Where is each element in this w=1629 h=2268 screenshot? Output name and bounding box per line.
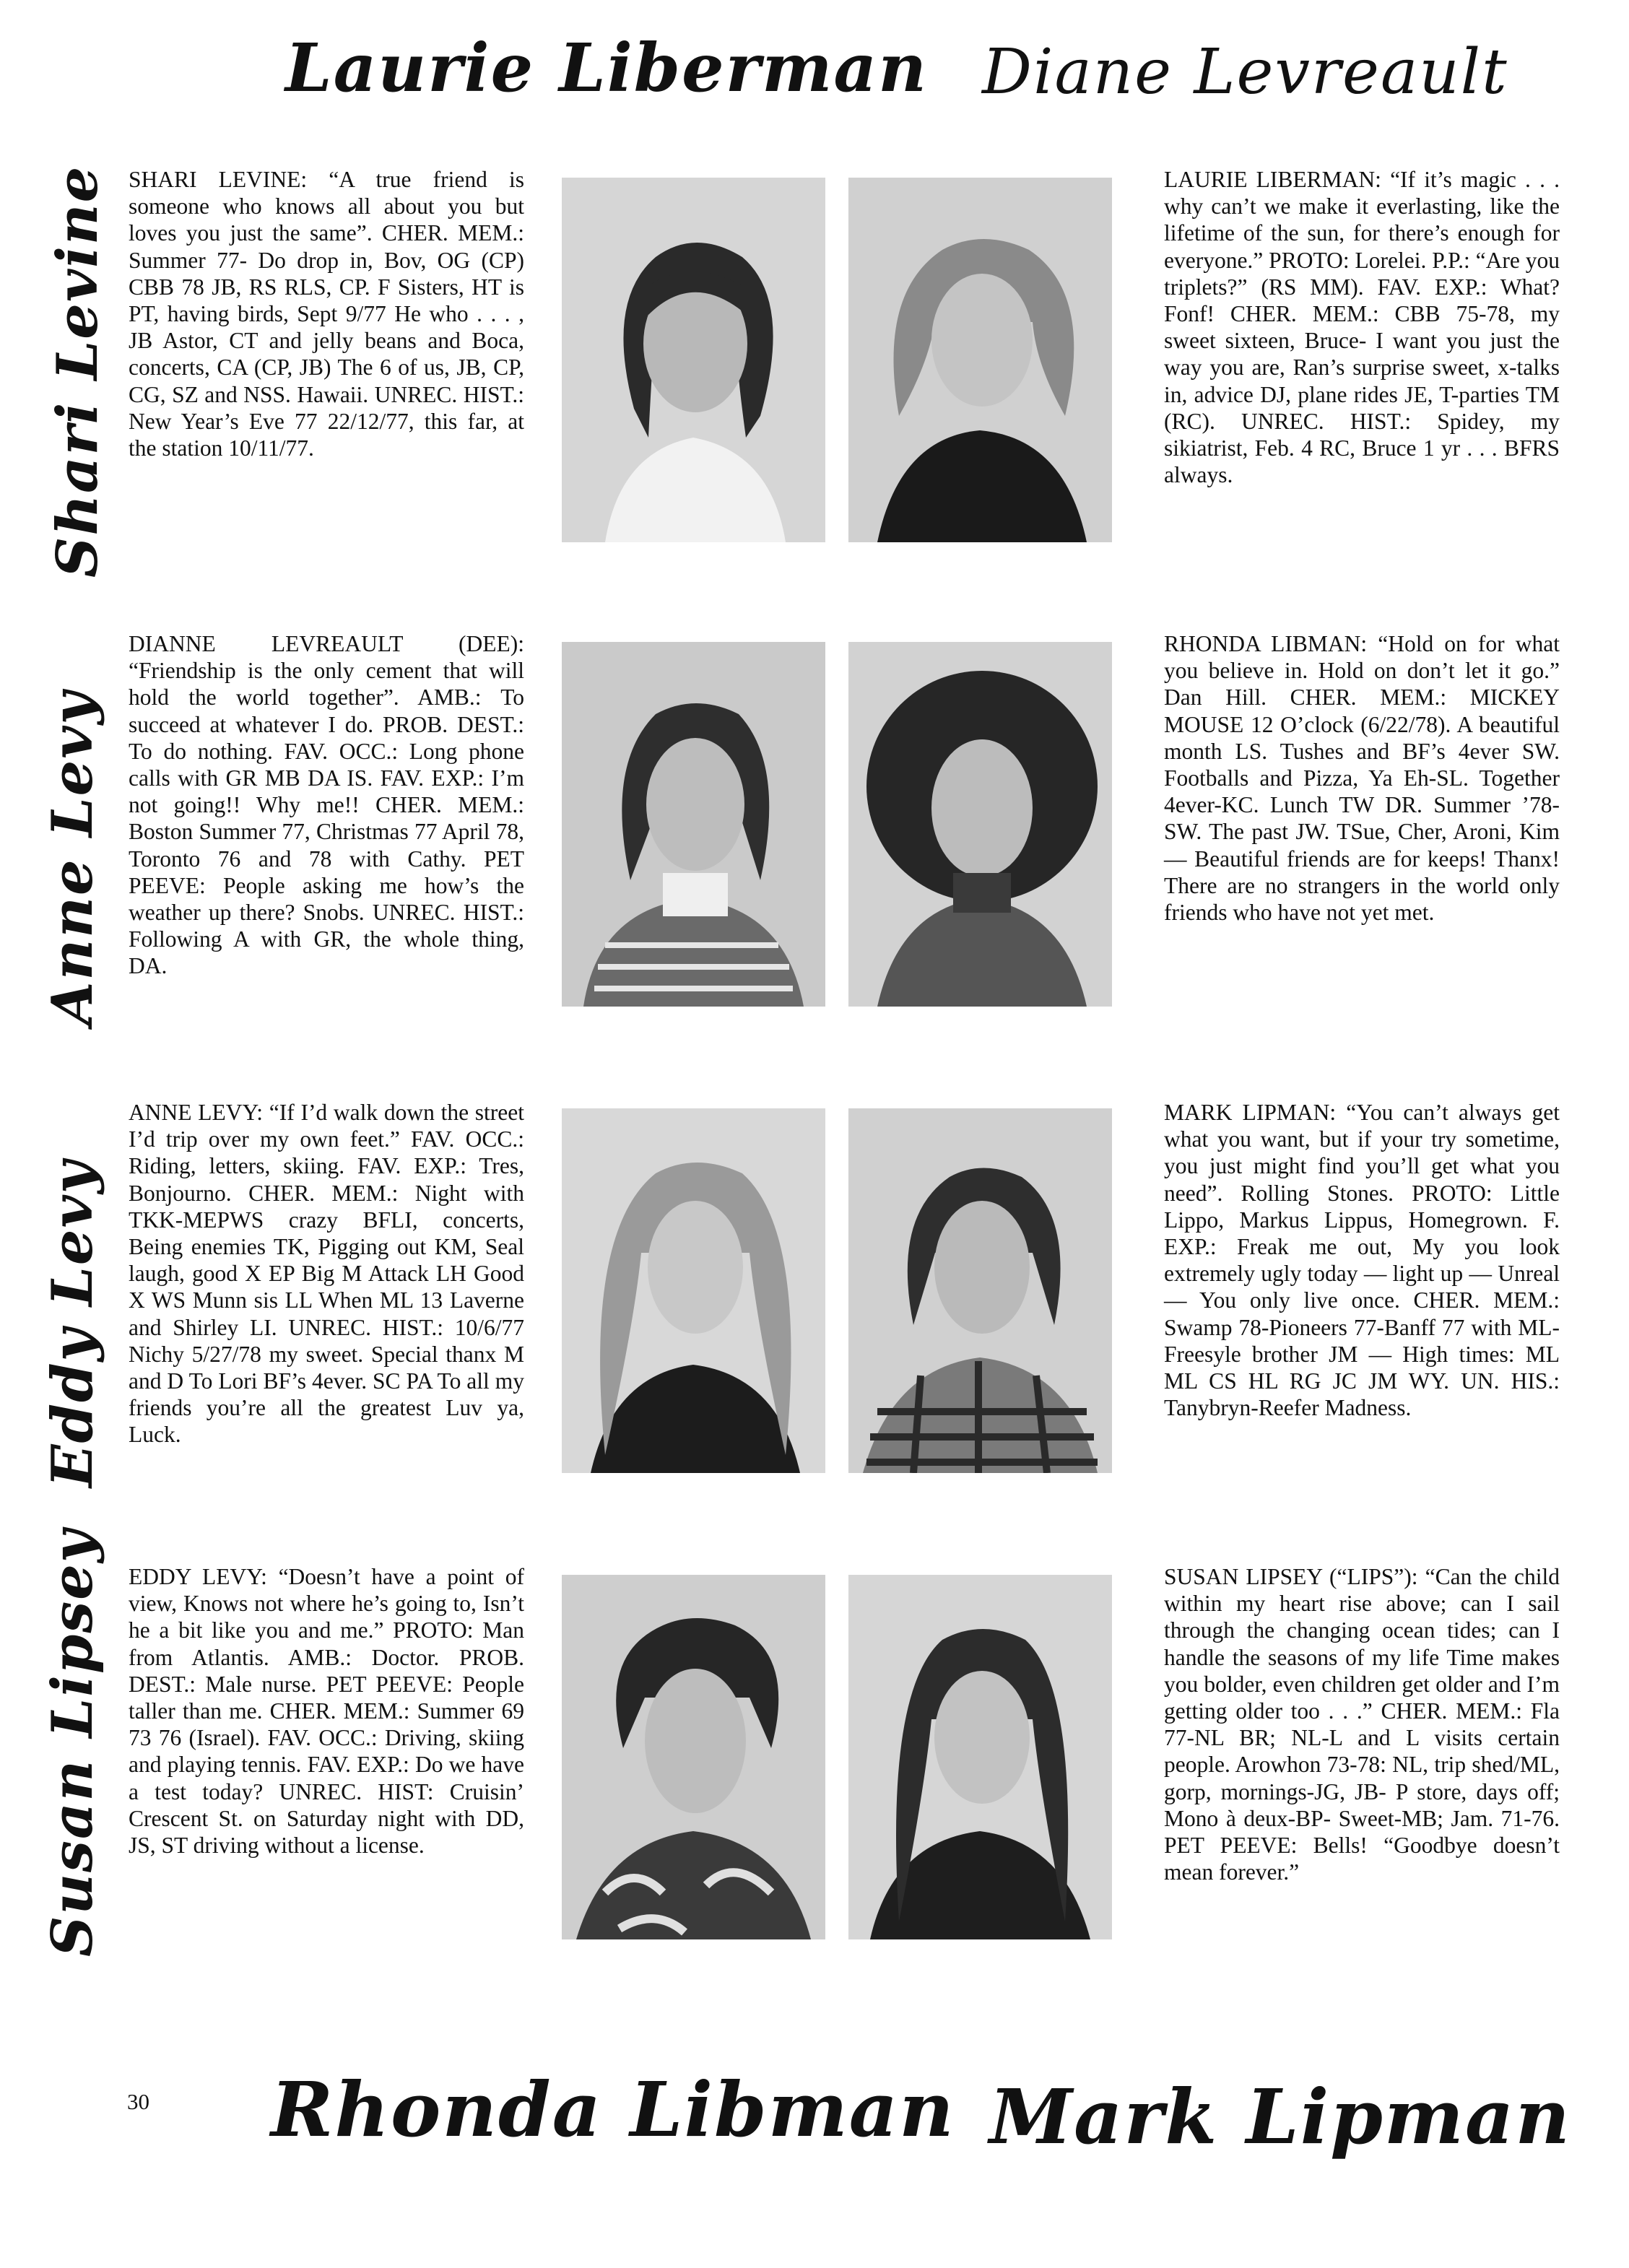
signature-anne-levy: Anne Levy: [40, 690, 105, 1025]
portrait-laurie-liberman: [848, 178, 1112, 542]
signature-mark-lipman: Mark Lipman: [989, 2072, 1571, 2161]
bio-eddy-levy: EDDY LEVY: “Doesn’t have a point of view, Knows not where he’s going to, Isn’t he a bit like you and me.” PROTO: Man from Atlantis. AMB.: Doctor. PROB. DEST.: Male nurse. PET PEEVE: People taller than me. CHER. MEM.: Summer 69 73 76 (Israel). FAV. OCC.: Driving, skiing and playing tennis. FAV. EXP.: Do we have a test today? UNREC. HIST: Cruisin’ Crescent St. on Saturday night with DD, JS, ST driving without a license.: [129, 1564, 524, 1859]
portrait-dianne-levreault: [562, 642, 825, 1007]
bio-laurie-liberman: LAURIE LIBERMAN: “If it’s magic . . . why can’t we make it everlasting, like the lifetime of the sun, for there’s enough for everyone.” PROTO: Lorelei. P.P.: “Are you triplets?” (RS MM). FAV. EXP.: What? Fonf! CHER. MEM.: CBB 75-78, my sweet sixteen, Bruce- I want you just the way you are, Ran’s surprise sweet, x-talks in, advice DJ, plane rides JE, T-parties TM (RC). UNREC. HIST.: Spidey, my sikiatrist, Feb. 4 RC, Bruce 1 yr . . . BFRS always.: [1164, 167, 1560, 488]
bio-shari-levine: SHARI LEVINE: “A true friend is someone who knows all about you but loves you just the same”. CHER. MEM.: Summer 77- Do drop in, Bov, OG (CP) CBB 78 JB, RS RLS, CP. F Sisters, HT is PT, having birds, Sept 9/77 He who . . . , JB Astor, CT and jelly beans and Boca, concerts, CA (CP, JB) The 6 of us, JB, CP, CG, SZ and NSS. Hawaii. UNREC. HIST.: New Year’s Eve 77 22/12/77, this far, at the station 10/11/77.: [129, 167, 524, 461]
portrait-mark-lipman: [848, 1108, 1112, 1473]
portrait-susan-lipsey: [848, 1575, 1112, 1939]
bio-dianne-levreault: DIANNE LEVREAULT (DEE): “Friendship is the only cement that will hold the world together”. AMB.: To succeed at whatever I do. PROB. DEST.: To do nothing. FAV. OCC.: Long phone calls with GR MB DA IS. FAV. EXP.: I’m not going!! Why me!! CHER. MEM.: Boston Summer 77, Christmas 77 April 78, Toronto 76 and 78 with Cathy. PET PEEVE: People asking me how’s the weather up there? Snobs. UNREC. HIST.: Following A with GR, the whole thing, DA.: [129, 631, 524, 979]
signature-diane-levreault: Diane Levreault: [982, 36, 1508, 108]
signature-rhonda-libman: Rhonda Libman: [271, 2065, 955, 2154]
bio-rhonda-libman: RHONDA LIBMAN: “Hold on for what you believe in. Hold on don’t let it go.” Dan Hill. CHER. MEM.: MICKEY MOUSE 12 O’clock (6/22/78). A beautiful month LS. Tushes and BF’s 4ever SW. Footballs and Pizza, Ya Eh-SL. Together 4ever-KC. Lunch TW DR. Summer ’78-SW. The past JW. TSue, Cher, Aroni, Kim — Beautiful friends are for keeps! Thanx! There are no strangers in the world only friends who have not yet met.: [1164, 631, 1560, 926]
portrait-eddy-levy: [562, 1575, 825, 1939]
signature-shari-levine: Shari Levine: [45, 165, 110, 578]
portrait-shari-levine: [562, 178, 825, 542]
signature-eddy-levy: Eddy Levy: [40, 1159, 105, 1487]
portrait-anne-levy: [562, 1108, 825, 1473]
bio-susan-lipsey: SUSAN LIPSEY (“LIPS”): “Can the child within my heart rise above; can I sail through the changing ocean tides; can I handle the seasons of my life Time makes you bolder, even children get older and I’m getting older too . . .” CHER. MEM.: Fla 77-NL BR; NL-L and L visits certain people. Arowhon 73-78: NL, trip shed/ML, gorp, mornings-JG, JB- P store, days off; Mono à deux-BP- Sweet-MB; Jam. 71-76. PET PEEVE: Bells! “Goodbye doesn’t mean forever.”: [1164, 1564, 1560, 1885]
signature-laurie-liberman: Laurie Liberman: [285, 29, 928, 107]
bio-mark-lipman: MARK LIPMAN: “You can’t always get what you want, but if your try sometime, you just might find you’ll get what you need”. Rolling Stones. PROTO: Little Lippo, Markus Lippus, Homegrown. F. EXP.: Freak me out, My you look extremely ugly today — light up — Unreal — You only live once. CHER. MEM.: Swamp 78-Pioneers 77-Banff 77 with ML-Freesyle brother JM — High times: ML ML CS HL RG JC JM WY. UN. HIS.: Tanybryn-Reefer Madness.: [1164, 1100, 1560, 1421]
portrait-rhonda-libman: [848, 642, 1112, 1007]
page-number: 30: [127, 2089, 149, 2114]
bio-anne-levy: ANNE LEVY: “If I’d walk down the street I’d trip over my own feet.” FAV. OCC.: Riding, letters, skiing. FAV. EXP.: Tres, Bonjourno. CHER. MEM.: Night with TKK-MEPWS crazy BFLI, concerts, Being enemies TK, Pigging out KM, Seal laugh, good X EP Big M Attack LH Good X WS Munn sis LL When ML 13 Laverne and Shirley LI. UNREC. HIST.: 10/6/77 Nichy 5/27/78 my sweet. Special thanx M and D To Lori BF’s 4ever. SC PA To all my friends you’re all the greatest Luv ya, Luck.: [129, 1100, 524, 1448]
signature-susan-lipsey: Susan Lipsey: [40, 1528, 105, 1957]
